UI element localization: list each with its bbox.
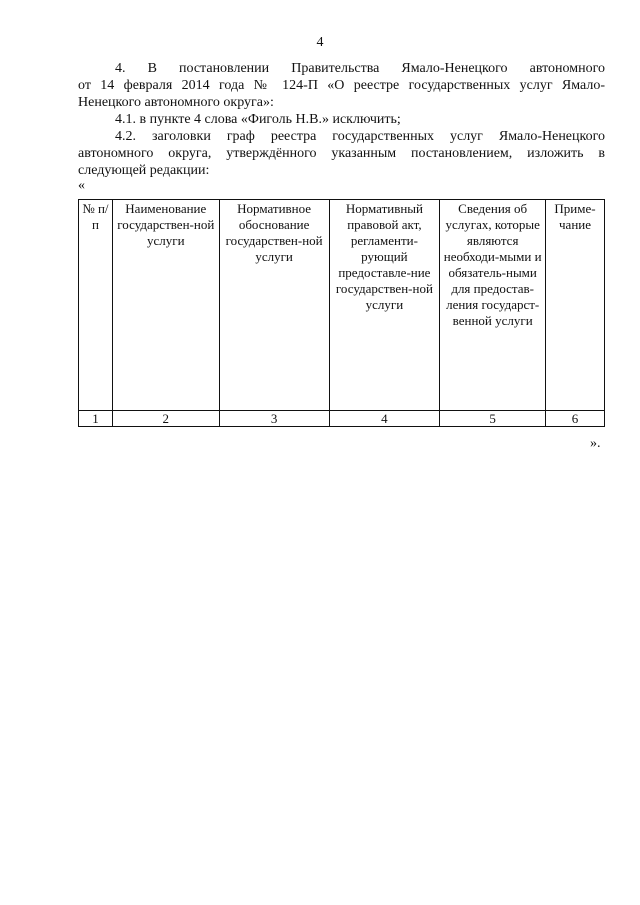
paragraph-4-2-line-2: автономного округа, утверждённого указанным постановлением, изложить в <box>78 146 605 161</box>
column-header-required-services: Сведения об услугах, которые являются необходи-мыми и обязатель-ными для предостав-ления государст-венной услуги <box>440 200 546 411</box>
document-body <box>78 60 605 192</box>
paragraph-4-2-line-1: 4.2. заголовки граф реестра государственных услуг Ямало-Ненецкого <box>115 129 605 144</box>
table-column-numbers-row <box>79 411 605 427</box>
paragraph-4-line-1: 4. В постановлении Правительства Ямало-Ненецкого автономного <box>115 61 605 76</box>
paragraph-4-1: 4.1. в пункте 4 слова «Фиголь Н.В.» исключить; <box>115 112 401 127</box>
column-number-1: 1 <box>79 411 113 427</box>
paragraph-4-line-2: от 14 февраля 2014 года № 124-П «О реестре государственных услуг Ямало- <box>78 78 605 93</box>
paragraph-4-line-3: Ненецкого автономного округа»: <box>78 95 274 110</box>
column-header-normative-basis: Нормативное обоснование государствен-ной услуги <box>219 200 329 411</box>
page-number: 4 <box>316 35 324 50</box>
column-number-2: 2 <box>112 411 219 427</box>
column-number-3: 3 <box>219 411 329 427</box>
column-number-4: 4 <box>329 411 440 427</box>
column-number-6: 6 <box>546 411 605 427</box>
paragraph-4-2-line-3: следующей редакции: <box>78 163 210 178</box>
column-number-5: 5 <box>440 411 546 427</box>
column-header-service-name: Наименование государствен-ной услуги <box>112 200 219 411</box>
paragraph-4 <box>78 60 605 111</box>
paragraph-4-2 <box>78 128 605 179</box>
closing-quote: ». <box>590 436 601 451</box>
opening-quote: « <box>78 178 85 193</box>
registry-header-table <box>78 199 605 427</box>
column-header-number: № п/п <box>79 200 113 411</box>
column-header-note: Приме-чание <box>546 200 605 411</box>
column-header-legal-act: Нормативный правовой акт, регламенти-рующий предоставле-ние государствен-ной услуги <box>329 200 440 411</box>
table-header-row <box>79 200 605 411</box>
